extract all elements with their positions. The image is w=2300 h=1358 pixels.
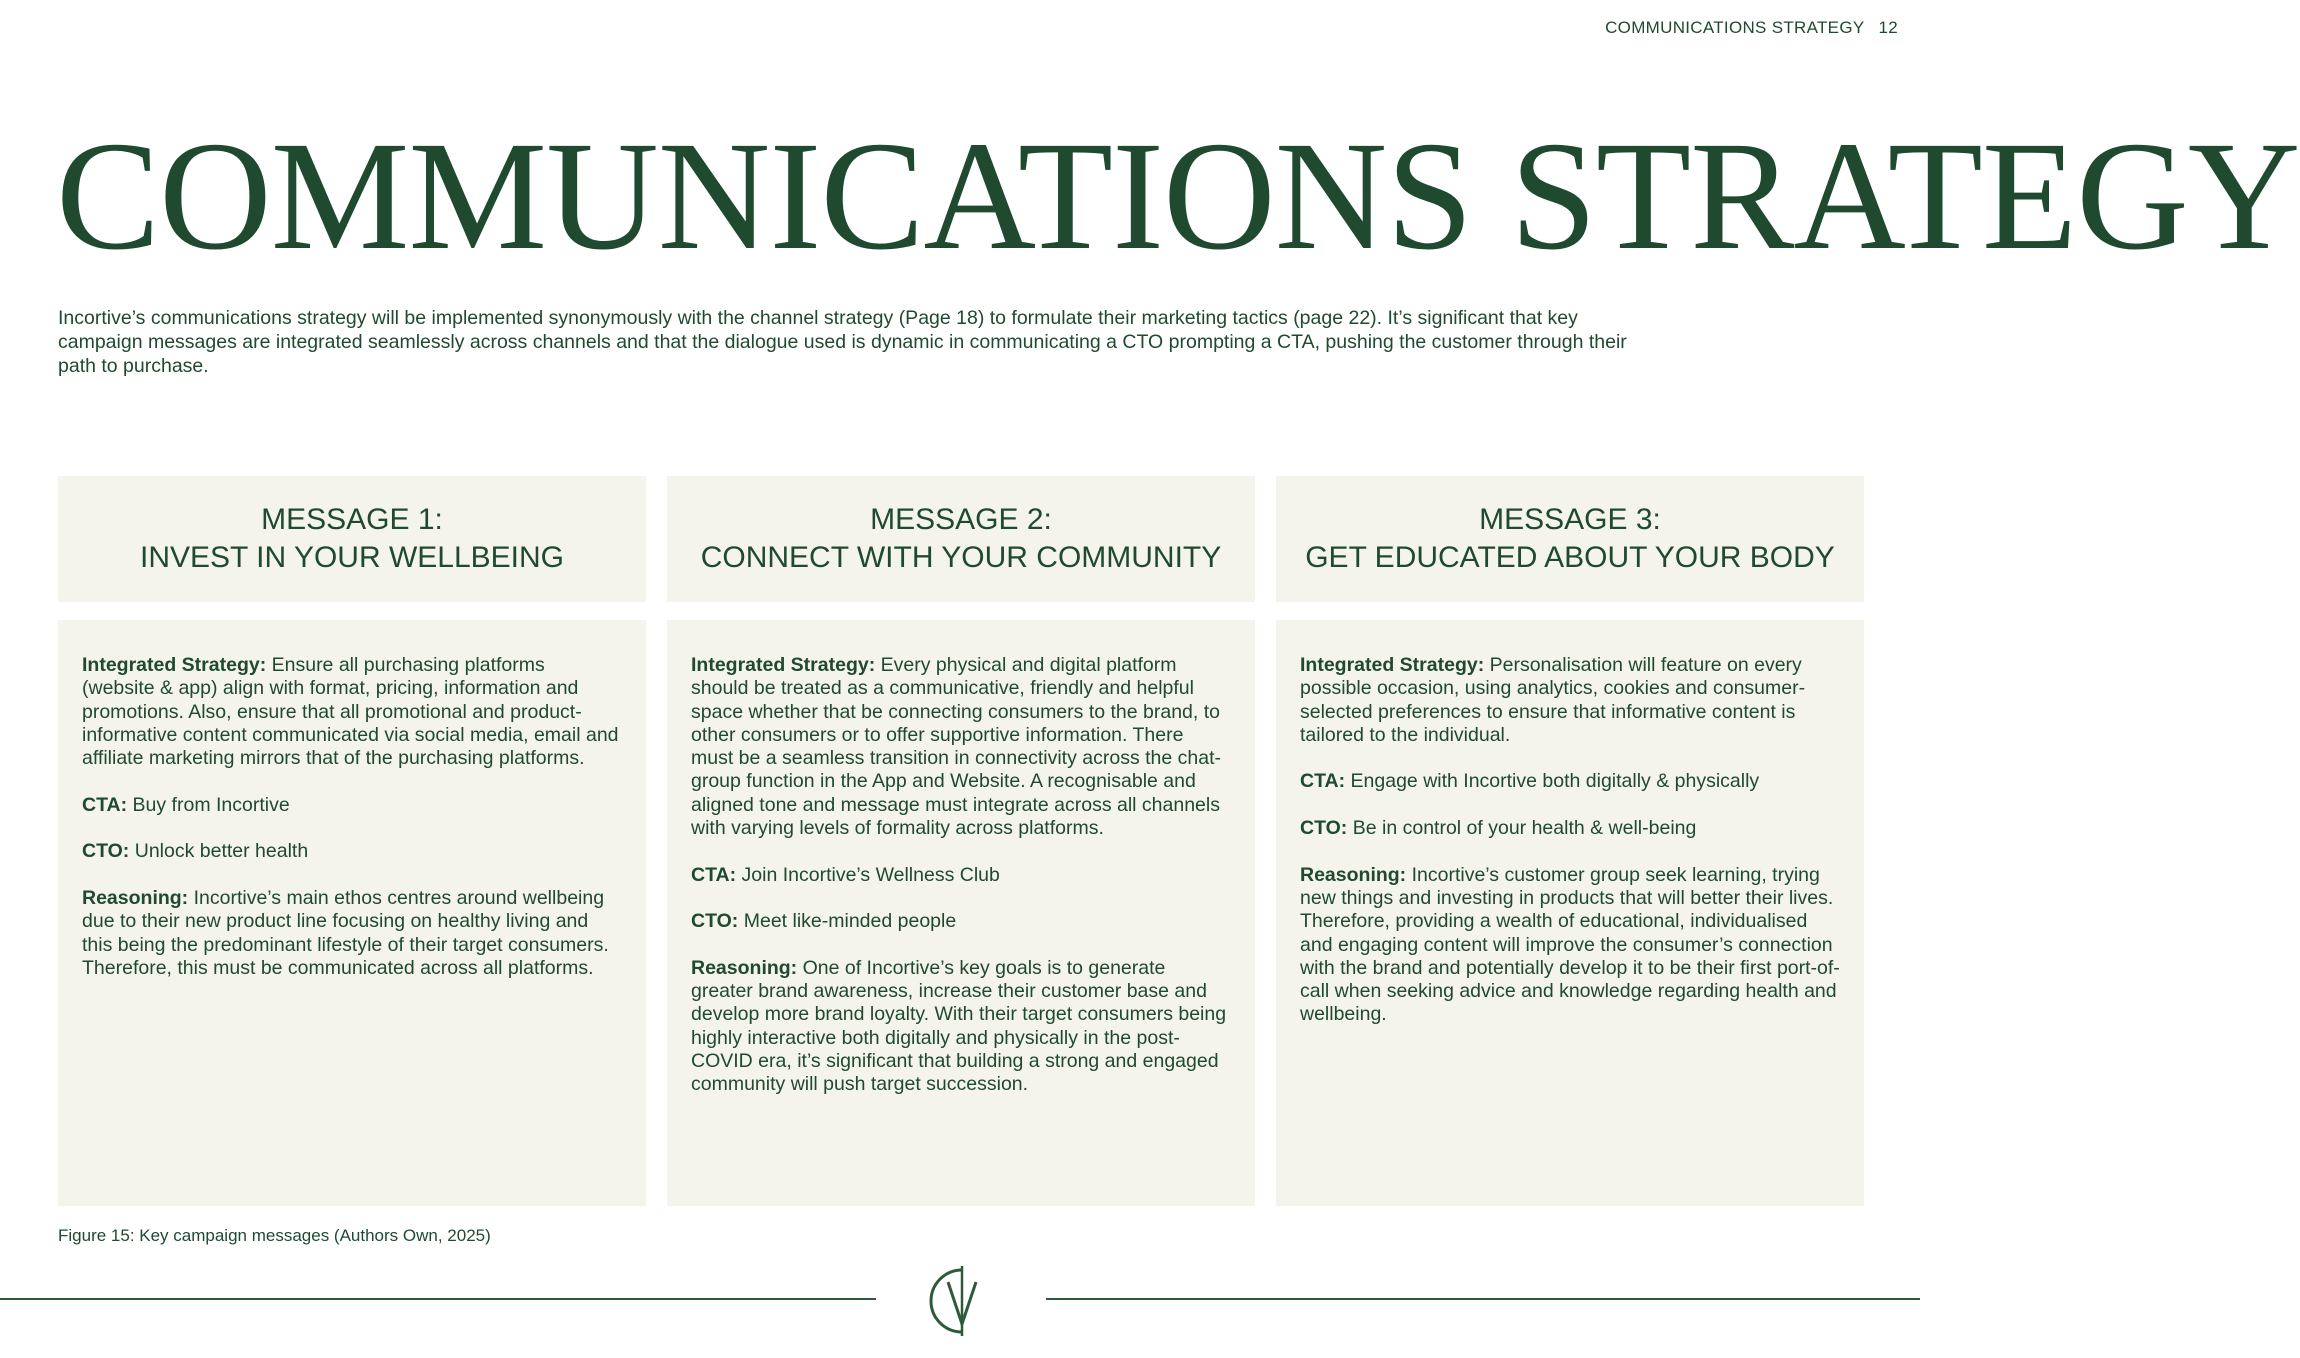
integrated-strategy: Integrated Strategy: Personalisation will feature on every possible occasion, using analytics, cookies and consumer-selected preferences to ensure that informative content is tailored to the individual. (1300, 654, 1806, 746)
cta: CTA: Join Incortive’s Wellness Club (691, 863, 1000, 886)
cv-monogram-logo-icon (918, 1262, 1002, 1340)
reasoning: Reasoning: Incortive’s main ethos centres around wellbeing due to their new product line focusing on healthy living and this being the predominant lifestyle of their target consumers. Therefore, this must be communicated across all platforms. (82, 886, 609, 979)
footer-divider-left (0, 1298, 876, 1300)
message-3-number: MESSAGE 3: (1479, 503, 1661, 536)
running-header (1605, 18, 1898, 38)
message-2-heading (667, 476, 1255, 602)
message-1-heading (58, 476, 646, 602)
cto: CTO: Meet like-minded people (691, 910, 957, 933)
message-3-body (1276, 620, 1864, 1206)
figure-caption: Figure 15: Key campaign messages (Authors Own, 2025) (58, 1226, 491, 1245)
cto: CTO: Unlock better health (82, 840, 309, 863)
header-section-title: COMMUNICATIONS STRATEGY (1605, 18, 1865, 37)
cta: CTA: Buy from Incortive (82, 793, 290, 816)
integrated-strategy: Integrated Strategy: Ensure all purchasing platforms (website & app) align with format, pricing, information and promotions. Also, ensure that all promotional and product-informative content communicated via social media, email and affiliate marketing mirrors that of the purchasing platforms. (82, 654, 619, 770)
page-number: 12 (1878, 18, 1898, 37)
message-2-number: MESSAGE 2: (870, 503, 1052, 536)
integrated-strategy: Integrated Strategy: Every physical and digital platform should be treated as a communicative, friendly and helpful space whether that be connecting consumers to the brand, to other consumers or to offer supportive information. There must be a seamless transition in connectivity across the chat-group function in the App and Website. A recognisable and aligned tone and message must integrate across all channels with varying levels of formality across platforms. (691, 654, 1221, 840)
cta: CTA: Engage with Incortive both digitally & physically (1300, 770, 1760, 793)
message-1-title: INVEST IN YOUR WELLBEING (140, 541, 564, 574)
page-title: COMMUNICATIONS STRATEGY (56, 109, 2300, 282)
message-1-body (58, 620, 646, 1206)
message-2-title: CONNECT WITH YOUR COMMUNITY (700, 541, 1222, 574)
footer-divider-right (1046, 1298, 1920, 1300)
message-3-title: GET EDUCATED ABOUT YOUR BODY (1305, 541, 1835, 574)
message-2-body (667, 620, 1255, 1206)
reasoning: Reasoning: One of Incortive’s key goals is to generate greater brand awareness, increase their customer base and develop more brand loyalty. With their target consumers being highly interactive both digitally and physically in the post-COVID era, it’s significant that building a strong and engaged community will push target succession. (691, 956, 1227, 1096)
cto: CTO: Be in control of your health & well-being (1300, 817, 1697, 840)
message-3-heading (1276, 476, 1864, 602)
reasoning: Reasoning: Incortive’s customer group seek learning, trying new things and investing in products that will better their lives. Therefore, providing a wealth of educational, individualised and engaging content will improve the consumer’s connection with the brand and potentially develop it to be their first port-of-call when seeking advice and knowledge regarding health and wellbeing. (1300, 863, 1840, 1026)
message-1-number: MESSAGE 1: (261, 503, 443, 536)
intro-paragraph: Incortive’s communications strategy will be implemented synonymously with the channel strategy (Page 18) to formulate their marketing tactics (page 22). It’s significant that key campaign messages are integrated seamlessly across channels and that the dialogue used is dynamic in communicating a CTO prompting a CTA, pushing the customer through their path to purchase. (58, 307, 1627, 377)
